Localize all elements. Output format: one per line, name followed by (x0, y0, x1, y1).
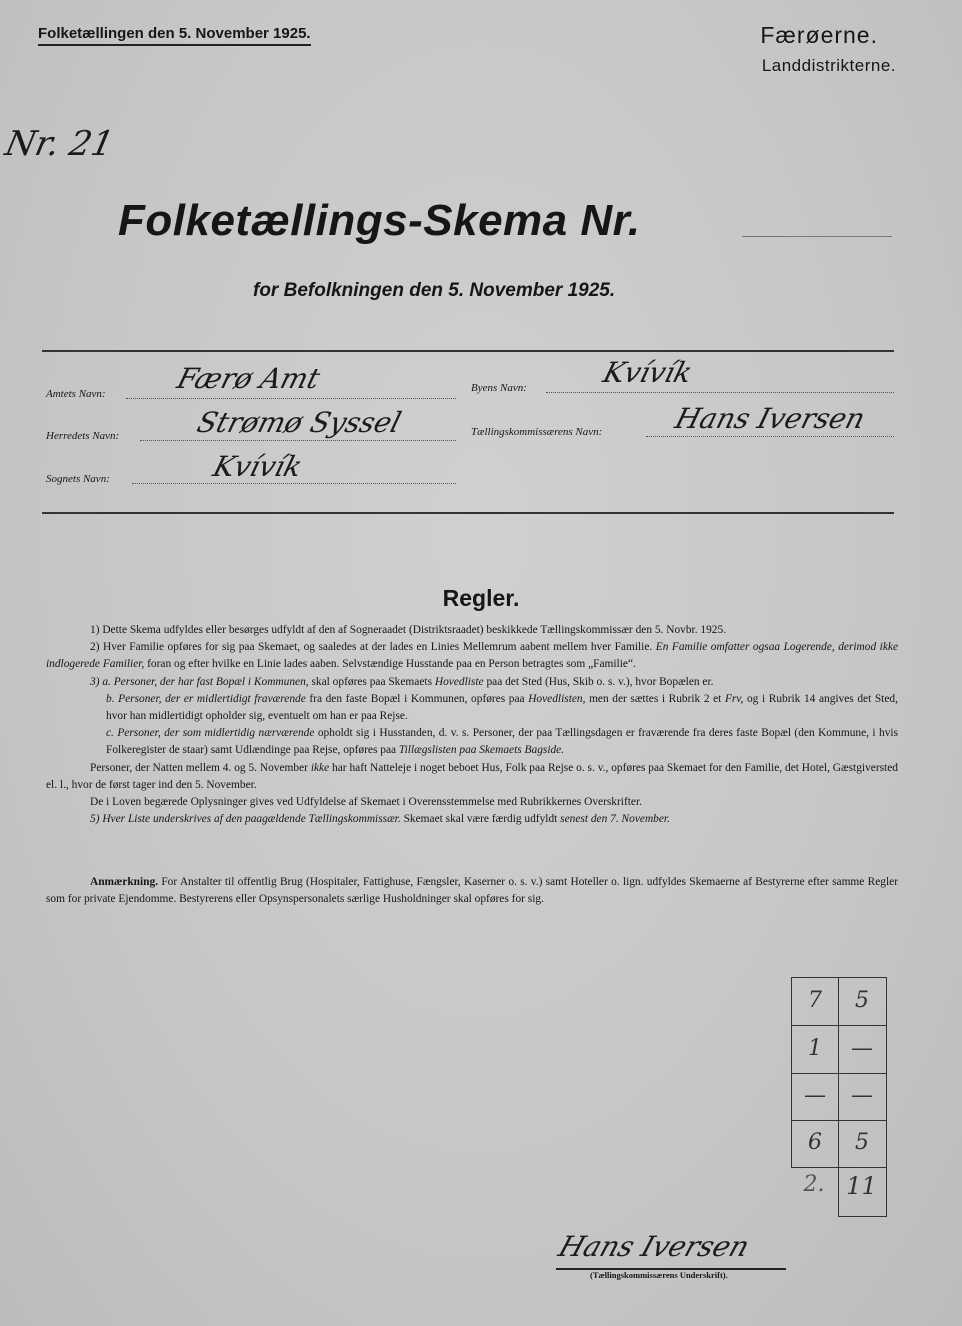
tally-cell: 6 (808, 1130, 822, 1155)
tally-row-line (792, 1120, 886, 1121)
title-number-line (742, 236, 892, 237)
signature-caption: (Tællingskommissærens Underskrift). (590, 1270, 728, 1280)
tally-cell: — (804, 1083, 826, 1108)
tally-total-right: 11 (846, 1172, 877, 1200)
amt-label: Amtets Navn: (46, 388, 106, 400)
herred-dotted-line (140, 440, 456, 441)
tally-total-left: 2. (803, 1172, 825, 1197)
tally-cell: — (851, 1036, 873, 1061)
by-value: Kvívík (599, 356, 696, 389)
handwritten-form-number: Nr. 21 (1, 124, 118, 164)
tally-cell: — (851, 1083, 873, 1108)
census-header-label: Folketællingen den 5. November 1925. (38, 25, 311, 46)
sogn-value: Kvívík (209, 450, 306, 483)
by-dotted-line (546, 392, 894, 393)
rules-text (46, 622, 898, 828)
note-label: Anmærkning. (90, 876, 159, 888)
rule-1: 1) Dette Skema udfyldes eller besørges udfyldt af den af Sogneraadet (Distriktsraadet) beskikkede Tællingskommissær den 5. Novbr. 1925. (90, 624, 727, 636)
tally-row-line (792, 1073, 886, 1074)
commissioner-signature: Hans Iversen (554, 1230, 754, 1263)
divider-bottom (42, 512, 894, 514)
district-heading: Landdistrikterne. (761, 56, 896, 75)
sogn-dotted-line (132, 483, 456, 484)
divider-top (42, 350, 894, 352)
kommissaer-dotted-line (646, 436, 894, 437)
sogn-label: Sognets Navn: (46, 473, 110, 485)
rule-3a: 3) a. Personer, der har fast Bopæl i Kommunen, skal opføres paa Skemaets Hovedliste paa det Sted (Hus, Skib o. s. v.), hvor Bopælen er. (90, 675, 714, 688)
amt-dotted-line (126, 398, 456, 399)
tally-cell: 5 (855, 1130, 869, 1155)
note-body: For Anstalter til offentlig Brug (Hospitaler, Fattighuse, Fængsler, Kaserner o. s. v.) samt Hoteller o. lign. udfyldes Skemaerne af Bestyrerne efter samme Regler som for private Ejendomme. Bestyrerens eller Opsynspersonalets særlige Husholdninger skal opføres for sig. (46, 876, 898, 906)
tally-box (791, 977, 887, 1168)
by-label: Byens Navn: (471, 382, 527, 394)
rule-4: De i Loven begærede Oplysninger gives ved Udfyldelse af Skemaet i Overensstemmelse med Rubrikkernes Overskrifter. (90, 796, 642, 809)
note-text (46, 874, 898, 909)
rule-2: 2) Hver Familie opføres for sig paa Skemaet, og saaledes at der lades en Linies Mellemrum aabent mellem hver Familie. En Familie omfatter ogsaa Logerende, derimod ikke indlogerede Familier, foran og efter hvilke en Linie lades aaben. Selvstændige Husstande paa en Person betragtes som „Familie“. (46, 641, 898, 671)
tally-cell: 1 (808, 1036, 822, 1061)
rule-5: 5) Hver Liste underskrives af den paagældende Tællingskommissær. Skemaet skal være færdig udfyldt senest den 7. November. (90, 813, 670, 826)
rule-3d: Personer, der Natten mellem 4. og 5. November ikke har haft Natteleje i noget beboet Hus, Folk paa Rejse o. s. v., opføres paa Skemaet for den Familie, det Hotel, Gæstgiversted el. l., hvor de først tager ind den 5. November. (46, 761, 898, 791)
kommissaer-label: Tællingskommissærens Navn: (471, 426, 603, 438)
rule-3b: b. Personer, der er midlertidigt fraværende fra den faste Bopæl i Kommunen, opføres paa Hovedlisten, men der sættes i Rubrik 2 et Frv, og i Rubrik 14 angives det Sted, hvor han midlertidigt opholder sig, eventuelt om han er paa Rejse. (106, 692, 898, 723)
rule-3c: c. Personer, der som midlertidig nærværende opholdt sig i Husstanden, d. v. s. Personer, der paa Tællingsdagen er fraværende fra deres faste Bopæl (den Kommune, i hvis Folkeregister de staar) samt Udlændinge paa Rejse, opføres paa Tillægslisten paa Skemaets Bagside. (106, 727, 898, 757)
form-title: Folketællings-Skema Nr. (118, 196, 641, 245)
rules-heading: Regler. (442, 585, 520, 611)
tally-row-line (792, 1025, 886, 1026)
herred-label: Herredets Navn: (46, 430, 120, 442)
region-heading: Færøerne. (760, 22, 878, 48)
amt-value: Færø Amt (173, 362, 324, 395)
kommissaer-value: Hans Iversen (671, 402, 869, 435)
tally-cell: 5 (855, 988, 869, 1013)
form-subtitle: for Befolkningen den 5. November 1925. (253, 280, 616, 301)
herred-value: Strømø Syssel (193, 406, 405, 439)
tally-cell: 7 (808, 988, 822, 1013)
